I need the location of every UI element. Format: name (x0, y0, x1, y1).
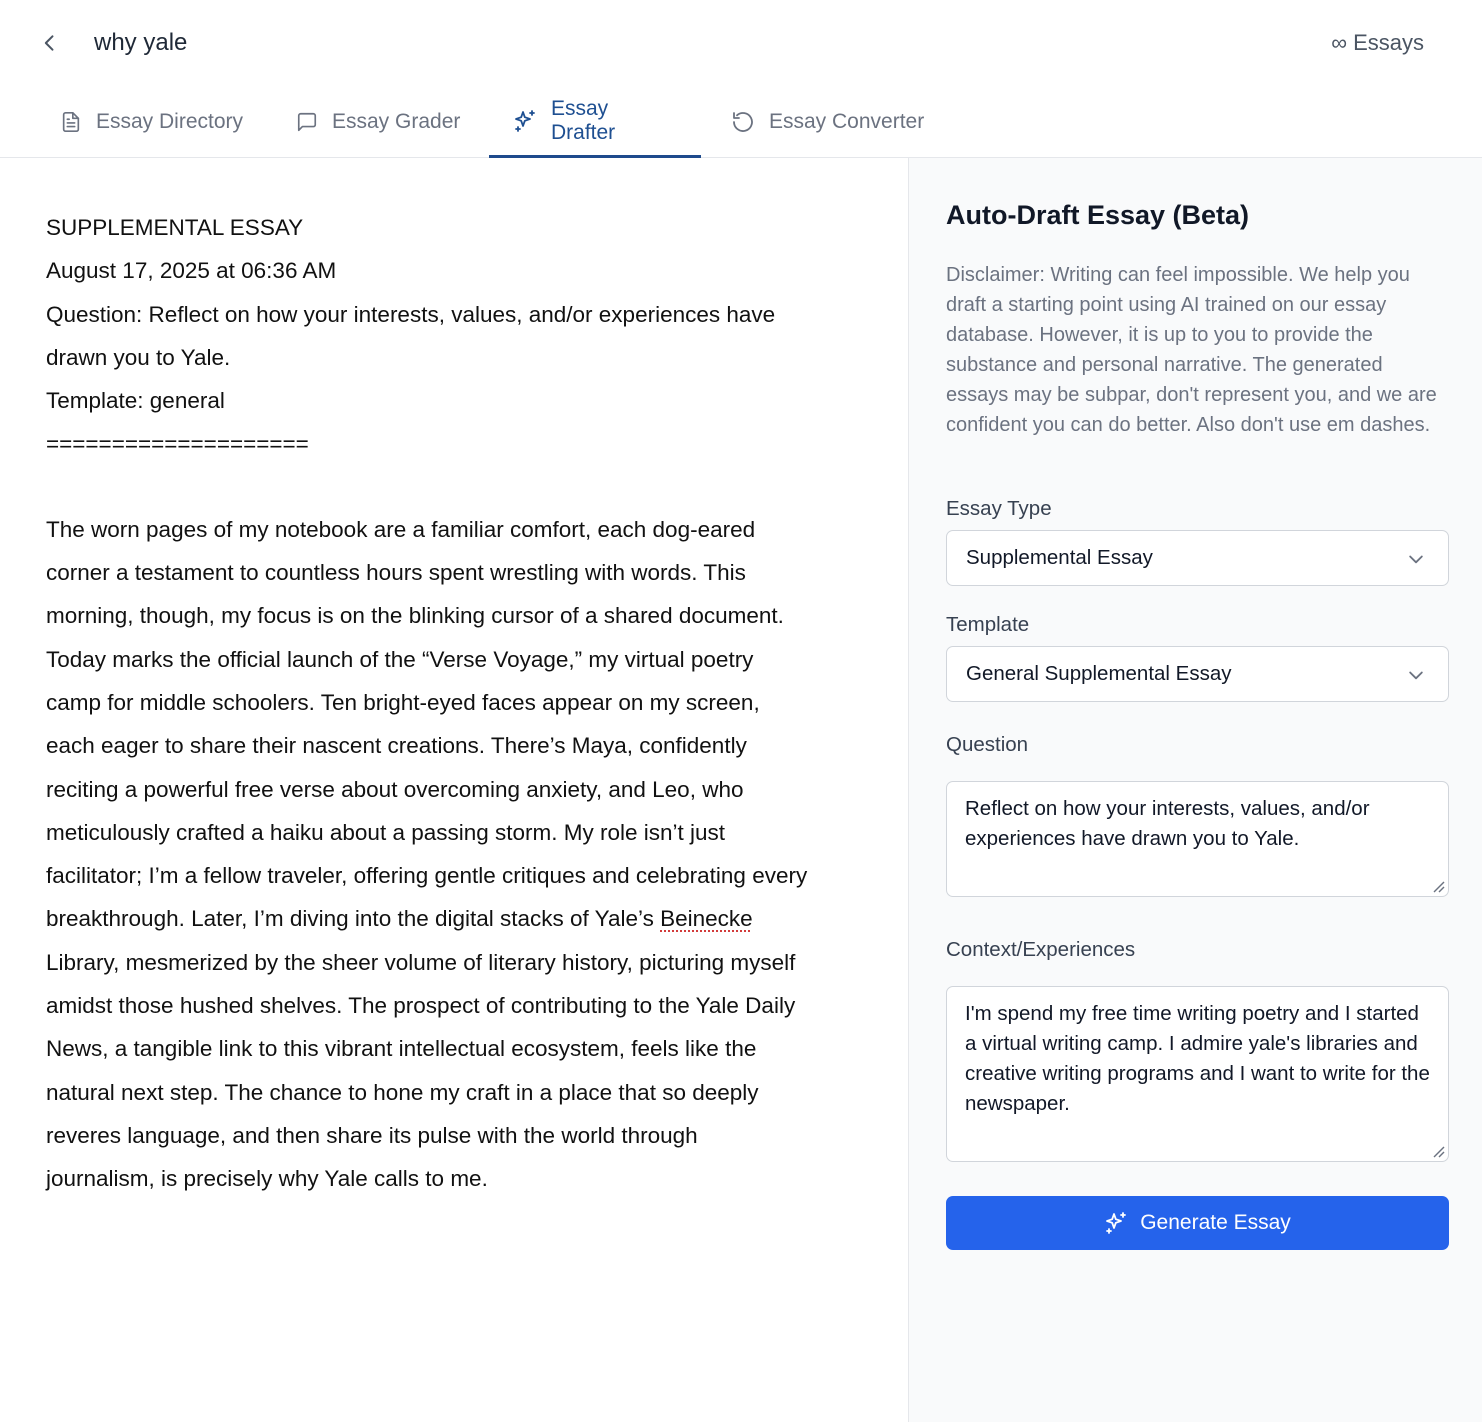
essay-type-value: Supplemental Essay (966, 546, 1153, 569)
essay-type-select[interactable] (946, 530, 1449, 586)
question-label: Question (946, 733, 1029, 756)
tab-essay-directory[interactable] (36, 86, 267, 157)
essay-body-line: each eager to share their nascent creations. There’s Maya, confidently (46, 733, 747, 759)
essay-body-line: journalism, is precisely why Yale calls to me. (46, 1166, 488, 1192)
generate-essay-label: Generate Essay (1140, 1211, 1291, 1234)
tab-label: Essay Drafter (551, 96, 616, 144)
essay-body-line: Today marks the official launch of the “Verse Voyage,” my virtual poetry (46, 646, 754, 672)
tab-label: Essay Directory (96, 109, 244, 133)
essay-body-text: breakthrough. Later, I’m diving into the digital stacks of Yale’s (46, 906, 661, 932)
question-value: Reflect on how your interests, values, and/or experiences have drawn you to Yale. (965, 797, 1370, 850)
context-textarea[interactable] (946, 986, 1449, 1162)
essay-type-line: SUPPLEMENTAL ESSAY (46, 215, 304, 240)
template-select[interactable] (946, 646, 1449, 702)
essay-body-line: morning, though, my focus is on the blinking cursor of a shared document. (46, 603, 784, 629)
message-square-icon (296, 111, 318, 133)
essay-body-line: The worn pages of my notebook are a familiar comfort, each dog-eared (46, 516, 756, 542)
essay-body-line (46, 897, 876, 940)
essay-body-line: Library, mesmerized by the sheer volume of literary history, picturing myself (46, 949, 796, 975)
essay-body-line: reveres language, and then share its pulse with the world through (46, 1122, 698, 1148)
auto-draft-panel (908, 158, 1482, 1422)
tab-essay-grader[interactable] (272, 86, 484, 157)
chevron-down-icon (1406, 665, 1426, 685)
essay-editor[interactable] (0, 158, 908, 1422)
spellcheck-word[interactable]: Beinecke (660, 906, 753, 932)
context-value: I'm spend my free time writing poetry and I started a virtual writing camp. I admire yale's libraries and creative writing programs and I want to write for the newspaper. (965, 1002, 1430, 1115)
essay-text[interactable] (46, 206, 876, 1201)
essay-type-label: Essay Type (946, 497, 1052, 520)
essay-body-line: News, a tangible link to this vibrant intellectual ecosystem, feels like the (46, 1036, 757, 1062)
resize-handle-icon[interactable] (1431, 879, 1445, 893)
essay-separator-line: ==================== (46, 431, 309, 457)
generate-essay-button[interactable] (946, 1196, 1449, 1250)
essay-question-line: Question: Reflect on how your interests, values, and/or experiences have (46, 301, 776, 327)
rotate-ccw-icon (731, 110, 755, 134)
sparkles-icon (513, 109, 537, 133)
sparkles-icon (1104, 1211, 1128, 1235)
resize-handle-icon[interactable] (1431, 1144, 1445, 1158)
essay-credits: ∞ Essays (1331, 30, 1424, 55)
essay-date-line: August 17, 2025 at 06:36 AM (46, 258, 337, 284)
chevron-left-icon (40, 33, 60, 53)
essay-body-line: amidst those hushed shelves. The prospect of contributing to the Yale Daily (46, 993, 796, 1019)
tab-essay-converter[interactable] (707, 86, 948, 157)
template-label: Template (946, 613, 1030, 636)
essay-body-line: camp for middle schoolers. Ten bright-eyed faces appear on my screen, (46, 689, 760, 715)
template-value: General Supplemental Essay (966, 662, 1232, 685)
chevron-down-icon (1406, 549, 1426, 569)
panel-title: Auto-Draft Essay (Beta) (946, 200, 1250, 230)
essay-question-line: drawn you to Yale. (46, 344, 231, 370)
tab-essay-drafter[interactable] (489, 86, 701, 158)
document-title[interactable]: why yale (94, 29, 188, 56)
tab-label: Essay Grader (332, 109, 461, 133)
essay-body-line: meticulously crafted a haiku about a passing storm. My role isn’t just (46, 819, 726, 845)
document-icon (60, 111, 82, 133)
paragraph-spacer (46, 466, 876, 508)
disclaimer-text: Disclaimer: Writing can feel impossible. We help you draft a starting point using AI trained on our essay database. However, it is up to you to provide the substance and personal narrative. The generated essays may be subpar, don't represent you, and we are confident you can do better. Also don't use em dashes. (946, 264, 1437, 436)
back-button[interactable] (34, 27, 66, 59)
essay-body-line: reciting a powerful free verse about overcoming anxiety, and Leo, who (46, 776, 744, 802)
essay-body-line: facilitator; I’m a fellow traveler, offering gentle critiques and celebrating every (46, 863, 808, 889)
top-bar (0, 0, 1482, 86)
essay-body-line: natural next step. The chance to hone my craft in a place that so deeply (46, 1079, 759, 1105)
essay-body-line: corner a testament to countless hours spent wrestling with words. This (46, 560, 746, 586)
essay-template-line: Template: general (46, 388, 225, 414)
context-label: Context/Experiences (946, 938, 1136, 961)
tab-bar (0, 86, 1482, 158)
question-textarea[interactable] (946, 781, 1449, 897)
tab-label: Essay Converter (769, 109, 925, 133)
